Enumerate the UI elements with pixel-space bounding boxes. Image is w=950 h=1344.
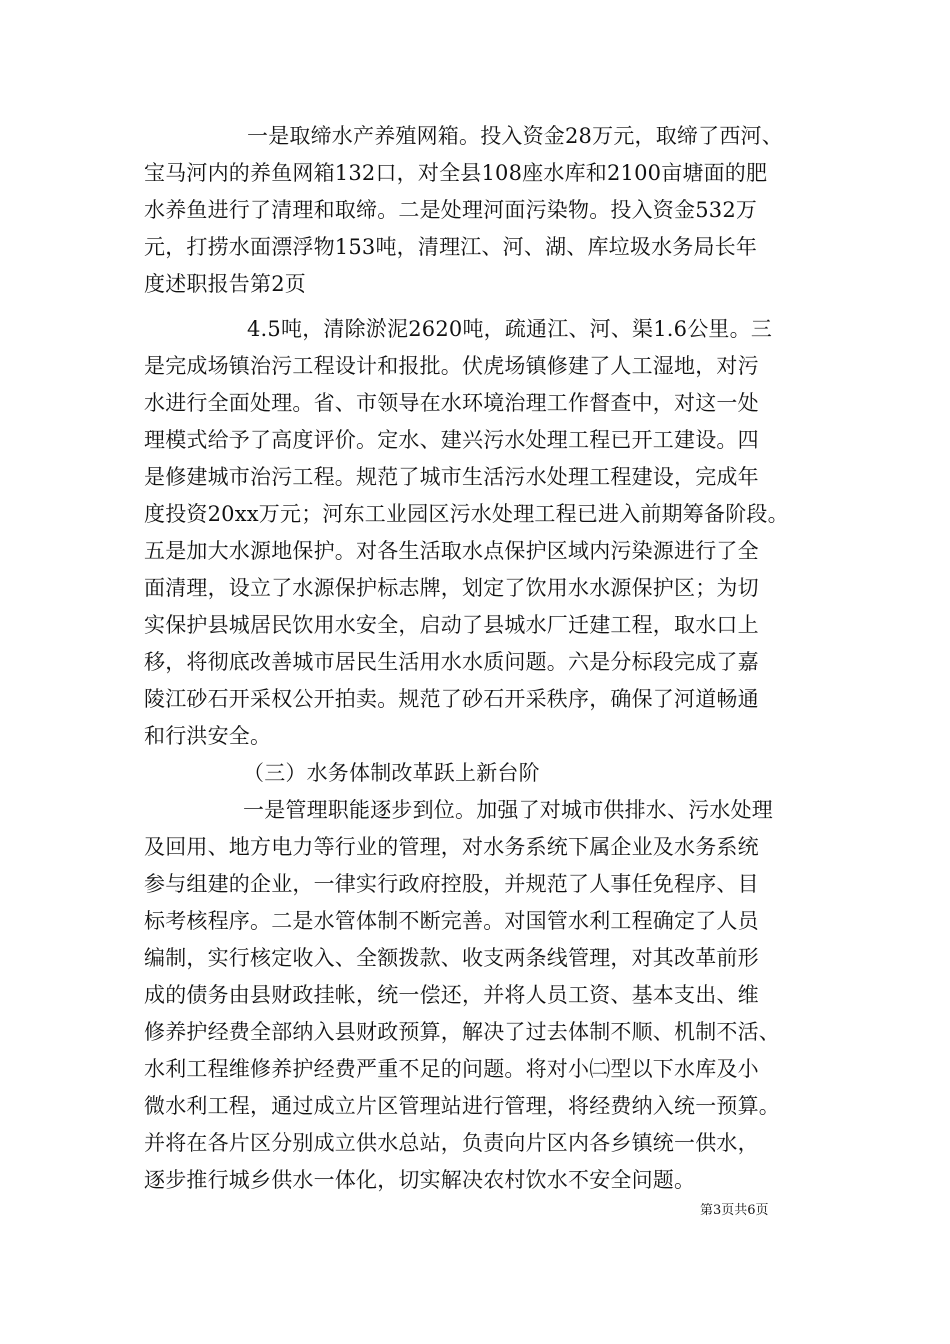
page-number-footer: 第3页共6页 xyxy=(700,1203,769,1218)
section-heading: （三）水务体制改革跃上新台阶 xyxy=(243,761,540,785)
text-line-14: 实保护县城居民饮用水安全，启动了县城水厂迁建工程，取水口上 xyxy=(144,613,759,637)
text-line-25: 修养护经费全部纳入县财政预算，解决了过去体制不顺、机制不活、 xyxy=(144,1020,780,1044)
text-line-20: 及回用、地方电力等行业的管理，对水务系统下属企业及水务系统 xyxy=(144,835,759,859)
text-line-13: 面清理，设立了水源保护标志牌，划定了饮用水水源保护区；为切 xyxy=(144,576,759,600)
text-line-7: 是完成场镇治污工程设计和报批。伏虎场镇修建了人工湿地，对污 xyxy=(144,354,759,378)
text-line-28: 并将在各片区分别成立供水总站，负责向片区内各乡镇统一供水， xyxy=(144,1131,759,1155)
text-line-1: 一是取缔水产养殖网箱。投入资金28万元，取缔了西河、 xyxy=(247,124,783,148)
text-line-4: 元，打捞水面漂浮物153吨，清理江、河、湖、库垃圾水务局长年 xyxy=(144,235,758,259)
text-line-11: 度投资20xx万元；河东工业园区污水处理工程已进入前期筹备阶段。 xyxy=(144,502,789,526)
text-line-17: 和行洪安全。 xyxy=(144,724,272,748)
text-line-24: 成的债务由县财政挂帐，统一偿还，并将人员工资、基本支出、维 xyxy=(144,983,759,1007)
text-line-15: 移，将彻底改善城市居民生活用水水质问题。六是分标段完成了嘉 xyxy=(144,650,759,674)
text-line-23: 编制，实行核定收入、全额拨款、收支两条线管理，对其改革前形 xyxy=(144,946,759,970)
text-line-3: 水养鱼进行了清理和取缔。二是处理河面污染物。投入资金532万 xyxy=(144,198,758,222)
text-line-29: 逐步推行城乡供水一体化，切实解决农村饮水不安全问题。 xyxy=(144,1168,696,1192)
text-line-16: 陵江砂石开采权公开拍卖。规范了砂石开采秩序，确保了河道畅通 xyxy=(144,687,759,711)
text-line-6: 4.5吨，清除淤泥2620吨，疏通江、河、渠1.6公里。三 xyxy=(247,317,773,341)
text-line-26: 水利工程维修养护经费严重不足的问题。将对小㈡型以下水库及小 xyxy=(144,1057,759,1081)
text-line-5: 度述职报告第2页 xyxy=(144,272,306,296)
text-line-10: 是修建城市治污工程。规范了城市生活污水处理工程建设，完成年 xyxy=(144,465,759,489)
text-line-19: 一是管理职能逐步到位。加强了对城市供排水、污水处理 xyxy=(243,798,773,822)
text-line-12: 五是加大水源地保护。对各生活取水点保护区域内污染源进行了全 xyxy=(144,539,759,563)
text-line-8: 水进行全面处理。省、市领导在水环境治理工作督查中，对这一处 xyxy=(144,391,759,415)
text-line-22: 标考核程序。二是水管体制不断完善。对国管水利工程确定了人员 xyxy=(144,909,759,933)
text-line-27: 微水利工程，通过成立片区管理站进行管理，将经费纳入统一预算。 xyxy=(144,1094,780,1118)
text-line-9: 理模式给予了高度评价。定水、建兴污水处理工程已开工建设。四 xyxy=(144,428,759,452)
text-line-2: 宝马河内的养鱼网箱132口，对全县108座水库和2100亩塘面的肥 xyxy=(144,161,768,185)
text-line-21: 参与组建的企业，一律实行政府控股，并规范了人事任免程序、目 xyxy=(144,872,759,896)
